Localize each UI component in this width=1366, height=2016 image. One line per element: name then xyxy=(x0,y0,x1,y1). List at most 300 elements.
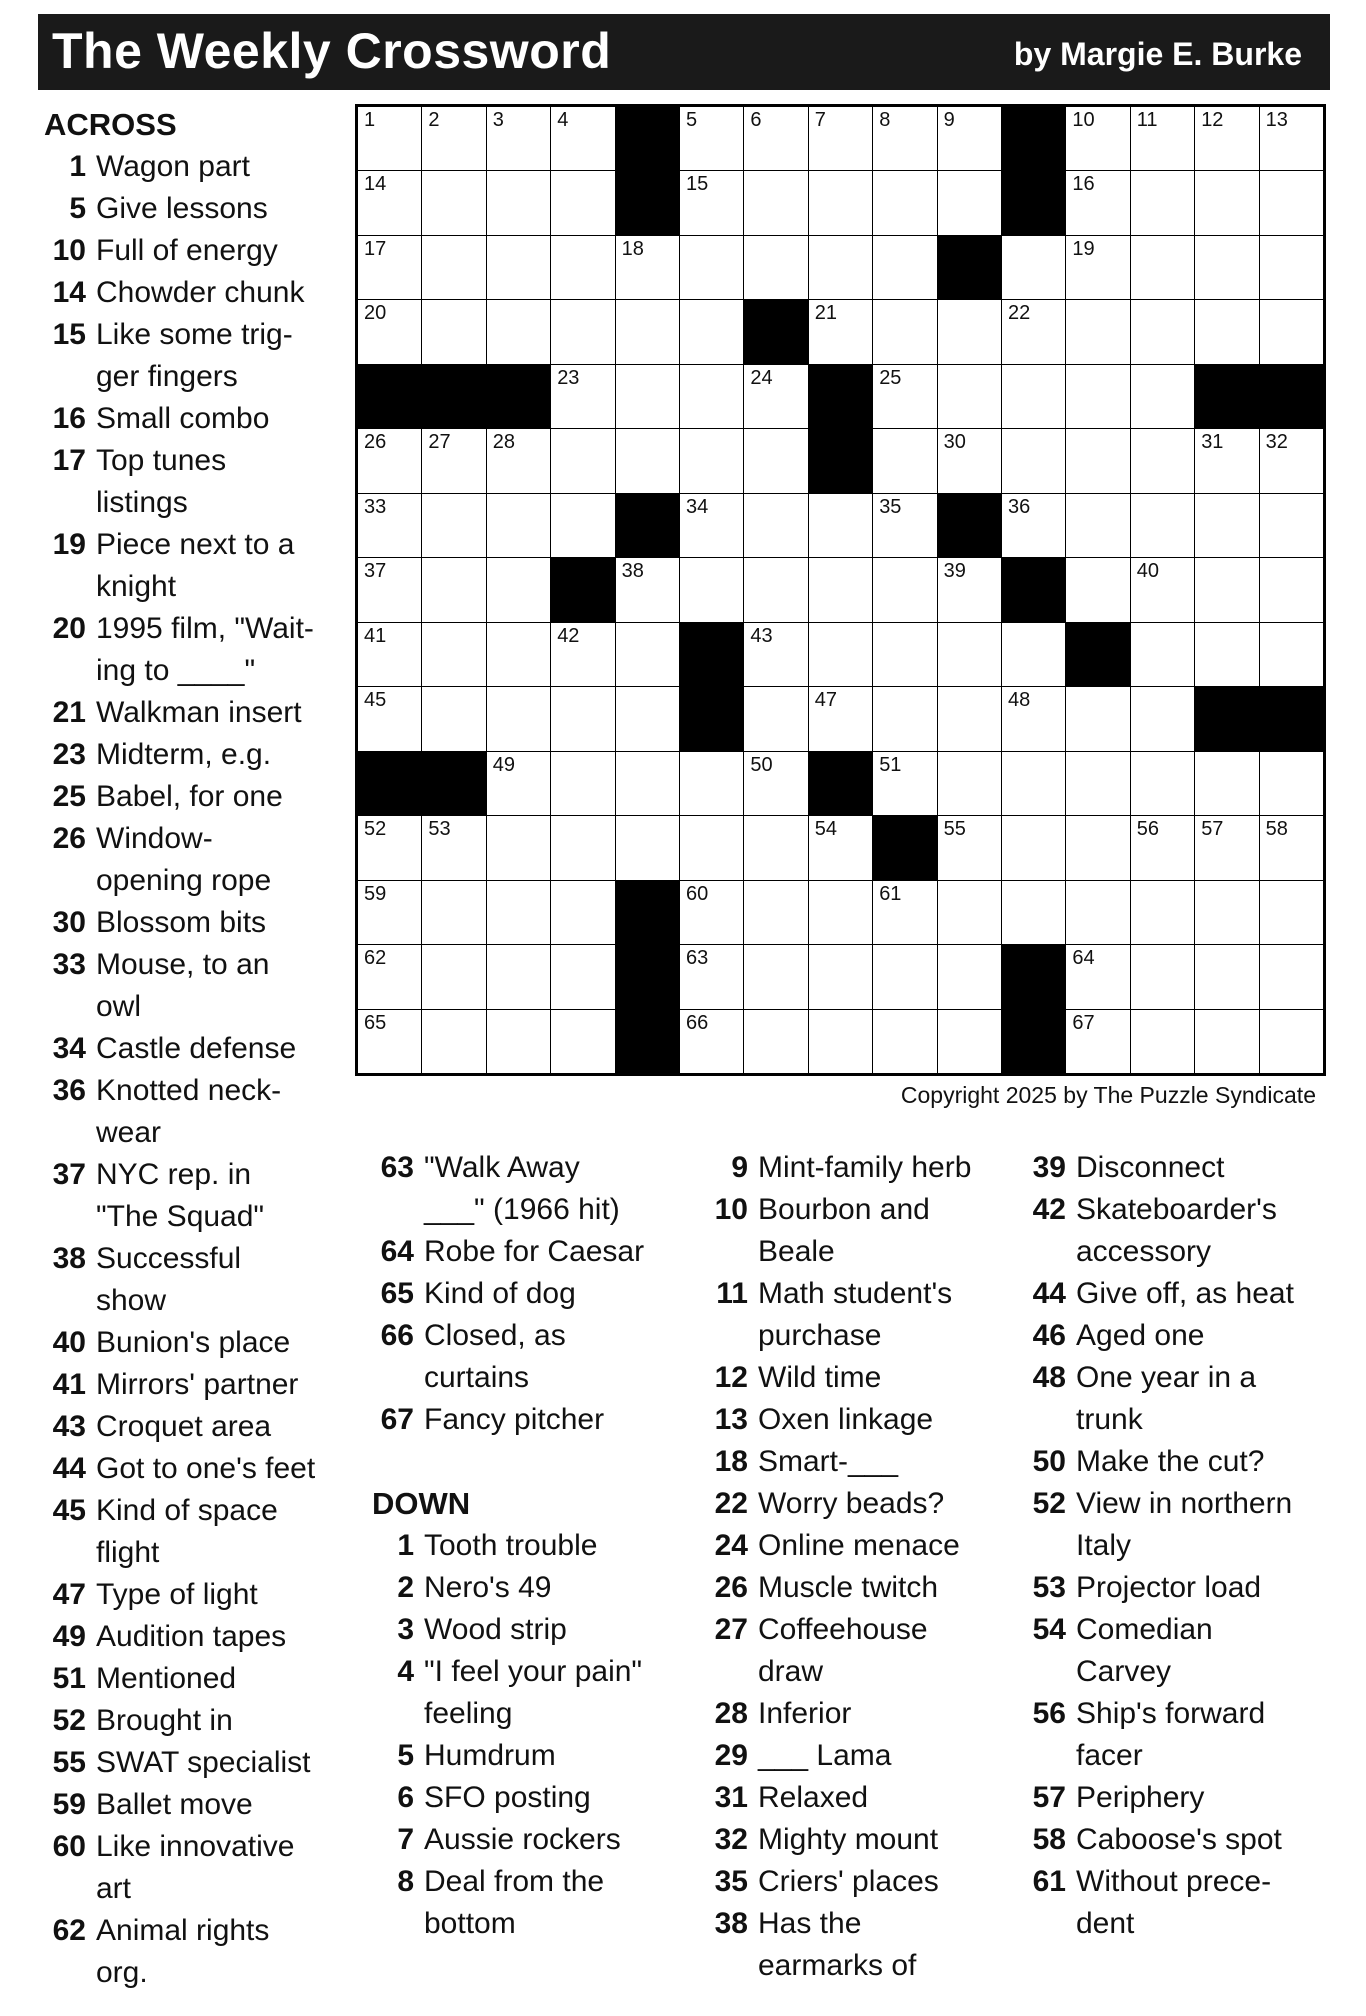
grid-cell[interactable] xyxy=(551,365,614,428)
grid-cell[interactable] xyxy=(1260,945,1323,1008)
grid-cell[interactable] xyxy=(1066,881,1129,944)
grid-cell[interactable] xyxy=(680,171,743,234)
grid-cell[interactable] xyxy=(422,171,485,234)
grid-cell[interactable] xyxy=(1260,107,1323,170)
clue-line[interactable] xyxy=(706,1609,1016,1651)
grid-cell[interactable] xyxy=(1195,107,1258,170)
grid-cell[interactable] xyxy=(358,429,421,492)
grid-cell[interactable] xyxy=(551,429,614,492)
grid-cell[interactable] xyxy=(358,236,421,299)
grid-cell[interactable] xyxy=(1066,558,1129,621)
grid-cell[interactable] xyxy=(616,816,679,879)
clue-line[interactable] xyxy=(706,1525,1016,1567)
clue-number: 1 xyxy=(69,150,86,183)
clue-line[interactable] xyxy=(706,1735,1016,1777)
grid-cell[interactable] xyxy=(680,816,743,879)
clue-line[interactable] xyxy=(372,1147,692,1189)
grid-cell[interactable] xyxy=(744,816,807,879)
grid-cell[interactable] xyxy=(1260,558,1323,621)
clue-line[interactable] xyxy=(706,1693,1016,1735)
clue-line[interactable] xyxy=(1024,1399,1344,1441)
clue-line[interactable] xyxy=(44,944,350,986)
grid-cell[interactable] xyxy=(873,300,936,363)
grid-cell[interactable] xyxy=(1066,300,1129,363)
grid-cell[interactable] xyxy=(487,1010,550,1073)
clue-line[interactable] xyxy=(706,1273,1016,1315)
clue-line[interactable] xyxy=(1024,1567,1344,1609)
grid-cell[interactable] xyxy=(938,881,1001,944)
clue-line[interactable] xyxy=(372,1525,692,1567)
grid-cell[interactable] xyxy=(1195,300,1258,363)
clue-line[interactable] xyxy=(44,1910,350,1952)
grid-cell[interactable] xyxy=(616,300,679,363)
grid-cell[interactable] xyxy=(938,300,1001,363)
clue-line[interactable] xyxy=(44,1322,350,1364)
clue-line[interactable] xyxy=(372,1693,692,1735)
grid-cell[interactable] xyxy=(616,752,679,815)
clue-line[interactable] xyxy=(1024,1609,1344,1651)
grid-cell[interactable] xyxy=(1066,945,1129,1008)
grid-cell[interactable] xyxy=(809,623,872,686)
grid-cell[interactable] xyxy=(873,365,936,428)
grid-cell[interactable] xyxy=(422,558,485,621)
grid-cell[interactable] xyxy=(487,752,550,815)
clue-line[interactable] xyxy=(44,1196,350,1238)
grid-cell[interactable] xyxy=(938,429,1001,492)
clue-line[interactable] xyxy=(1024,1903,1344,1945)
clue-line[interactable] xyxy=(706,1315,1016,1357)
grid-cell[interactable] xyxy=(1002,429,1065,492)
grid-cell[interactable] xyxy=(551,687,614,750)
grid-cell[interactable] xyxy=(873,558,936,621)
grid-cell[interactable] xyxy=(1066,429,1129,492)
grid-cell[interactable] xyxy=(1002,623,1065,686)
grid-cell[interactable] xyxy=(744,558,807,621)
grid-cell[interactable] xyxy=(1131,881,1194,944)
grid-cell[interactable] xyxy=(1131,752,1194,815)
grid-cell[interactable] xyxy=(873,623,936,686)
clue-line[interactable] xyxy=(706,1567,1016,1609)
grid-cell[interactable] xyxy=(422,236,485,299)
clue-line[interactable] xyxy=(1024,1231,1344,1273)
grid-cell[interactable] xyxy=(1131,558,1194,621)
grid-cell[interactable] xyxy=(680,300,743,363)
grid-cell[interactable] xyxy=(1131,236,1194,299)
clue-line[interactable] xyxy=(706,1903,1016,1945)
grid-cell[interactable] xyxy=(809,945,872,1008)
clue-line[interactable] xyxy=(44,524,350,566)
grid-cell[interactable] xyxy=(1260,623,1323,686)
clue-line[interactable] xyxy=(1024,1777,1344,1819)
grid-cell[interactable] xyxy=(809,558,872,621)
clue-number: 10 xyxy=(52,234,86,267)
clue-line[interactable] xyxy=(706,1777,1016,1819)
grid-cell[interactable] xyxy=(358,1010,421,1073)
clue-number: 40 xyxy=(52,1326,86,1359)
grid-cell[interactable] xyxy=(551,300,614,363)
clue-line[interactable] xyxy=(1024,1441,1344,1483)
grid-cell[interactable] xyxy=(422,881,485,944)
clue-line[interactable] xyxy=(1024,1651,1344,1693)
grid-cell[interactable] xyxy=(551,494,614,557)
clue-line[interactable] xyxy=(1024,1735,1344,1777)
grid-cell[interactable] xyxy=(487,171,550,234)
grid-cell[interactable] xyxy=(1066,752,1129,815)
grid-cell[interactable] xyxy=(422,300,485,363)
clue-line[interactable] xyxy=(44,1868,350,1910)
clue-line[interactable] xyxy=(372,1777,692,1819)
clue-line[interactable] xyxy=(44,1238,350,1280)
clue-line[interactable] xyxy=(44,482,350,524)
grid-cell[interactable] xyxy=(873,687,936,750)
grid-cell[interactable] xyxy=(1260,494,1323,557)
grid-cell[interactable] xyxy=(680,752,743,815)
clue-line[interactable] xyxy=(44,272,350,314)
grid-cell[interactable] xyxy=(1002,365,1065,428)
grid-cell[interactable] xyxy=(680,494,743,557)
grid-cell[interactable] xyxy=(358,687,421,750)
grid-cell[interactable] xyxy=(809,881,872,944)
grid-cell[interactable] xyxy=(1066,365,1129,428)
clue-line[interactable] xyxy=(44,1742,350,1784)
grid-cell[interactable] xyxy=(809,816,872,879)
grid-cell[interactable] xyxy=(1002,687,1065,750)
clue-line[interactable] xyxy=(44,566,350,608)
grid-cell[interactable] xyxy=(1195,1010,1258,1073)
grid-cell[interactable] xyxy=(873,881,936,944)
grid-cell[interactable] xyxy=(680,107,743,170)
grid-cell[interactable] xyxy=(938,558,1001,621)
clue-line[interactable] xyxy=(44,608,350,650)
grid-cell[interactable] xyxy=(680,558,743,621)
clue-line[interactable] xyxy=(1024,1483,1344,1525)
grid-cell[interactable] xyxy=(1260,816,1323,879)
grid-cell[interactable] xyxy=(1131,107,1194,170)
clue-line[interactable] xyxy=(44,1112,350,1154)
grid-cell[interactable] xyxy=(1066,494,1129,557)
grid-cell[interactable] xyxy=(551,752,614,815)
grid-cell[interactable] xyxy=(744,752,807,815)
grid-cell[interactable] xyxy=(744,687,807,750)
grid-cell[interactable] xyxy=(487,558,550,621)
clue-line[interactable] xyxy=(44,356,350,398)
grid-cell[interactable] xyxy=(1002,494,1065,557)
grid-cell[interactable] xyxy=(1131,171,1194,234)
grid-cell[interactable] xyxy=(938,171,1001,234)
clue-line[interactable] xyxy=(44,398,350,440)
grid-cell[interactable] xyxy=(873,171,936,234)
grid-cell[interactable] xyxy=(938,365,1001,428)
grid-cell[interactable] xyxy=(1131,945,1194,1008)
clue-line[interactable] xyxy=(372,1567,692,1609)
clue-line[interactable] xyxy=(1024,1189,1344,1231)
grid-cell[interactable] xyxy=(1195,752,1258,815)
clue-line[interactable] xyxy=(44,818,350,860)
grid-cell[interactable] xyxy=(1066,816,1129,879)
grid-cell[interactable] xyxy=(938,1010,1001,1073)
grid-cell[interactable] xyxy=(551,881,614,944)
grid-cell[interactable] xyxy=(1131,365,1194,428)
clue-line[interactable] xyxy=(372,1735,692,1777)
clue-line[interactable] xyxy=(1024,1861,1344,1903)
grid-cell[interactable] xyxy=(358,881,421,944)
grid-cell[interactable] xyxy=(809,1010,872,1073)
grid-cell[interactable] xyxy=(1002,816,1065,879)
grid-cell[interactable] xyxy=(680,945,743,1008)
grid-cell[interactable] xyxy=(358,494,421,557)
clue-line[interactable] xyxy=(1024,1525,1344,1567)
grid-cell[interactable] xyxy=(938,816,1001,879)
grid-cell[interactable] xyxy=(809,494,872,557)
grid-cell[interactable] xyxy=(1131,1010,1194,1073)
grid-cell[interactable] xyxy=(744,429,807,492)
clue-line[interactable] xyxy=(44,1490,350,1532)
clue-line[interactable] xyxy=(44,1448,350,1490)
grid-cell[interactable] xyxy=(680,1010,743,1073)
grid-cell[interactable] xyxy=(1260,429,1323,492)
clue-line[interactable] xyxy=(44,1826,350,1868)
grid-cell[interactable] xyxy=(1066,236,1129,299)
grid-cell[interactable] xyxy=(680,236,743,299)
clue-text: Kind of dog xyxy=(424,1277,576,1310)
clue-line[interactable] xyxy=(44,1532,350,1574)
grid-cell[interactable] xyxy=(487,945,550,1008)
clue-number: 2 xyxy=(397,1571,414,1604)
grid-cell[interactable] xyxy=(1131,623,1194,686)
grid-cell[interactable] xyxy=(358,558,421,621)
grid-cell[interactable] xyxy=(1195,881,1258,944)
clue-line[interactable] xyxy=(372,1903,692,1945)
grid-cell[interactable] xyxy=(358,945,421,1008)
grid-cell[interactable] xyxy=(487,881,550,944)
clue-line[interactable] xyxy=(706,1399,1016,1441)
grid-cell[interactable] xyxy=(551,816,614,879)
grid-cell[interactable] xyxy=(616,365,679,428)
grid-cell[interactable] xyxy=(873,945,936,1008)
grid-cell[interactable] xyxy=(873,236,936,299)
grid-cell[interactable] xyxy=(744,171,807,234)
clue-line[interactable] xyxy=(372,1861,692,1903)
grid-cell[interactable] xyxy=(744,365,807,428)
grid-cell[interactable] xyxy=(551,107,614,170)
clue-line[interactable] xyxy=(706,1357,1016,1399)
clue-line[interactable] xyxy=(44,440,350,482)
grid-cell[interactable] xyxy=(1002,881,1065,944)
grid-cell[interactable] xyxy=(744,1010,807,1073)
clue-line[interactable] xyxy=(706,1483,1016,1525)
grid-cell[interactable] xyxy=(551,1010,614,1073)
clue-line[interactable] xyxy=(44,986,350,1028)
grid-cell[interactable] xyxy=(616,687,679,750)
clue-line[interactable] xyxy=(706,1189,1016,1231)
grid-cell[interactable] xyxy=(873,107,936,170)
grid-cell[interactable] xyxy=(422,1010,485,1073)
grid-cell[interactable] xyxy=(487,494,550,557)
clue-line[interactable] xyxy=(372,1357,692,1399)
grid-cell[interactable] xyxy=(1066,107,1129,170)
clue-line[interactable] xyxy=(706,1441,1016,1483)
clue-line[interactable] xyxy=(44,650,350,692)
grid-cell[interactable] xyxy=(873,429,936,492)
grid-cell[interactable] xyxy=(938,107,1001,170)
grid-cell[interactable] xyxy=(1131,687,1194,750)
clue-line[interactable] xyxy=(44,692,350,734)
grid-cell[interactable] xyxy=(938,687,1001,750)
grid-cell[interactable] xyxy=(1002,752,1065,815)
clue-line[interactable] xyxy=(44,146,350,188)
grid-cell[interactable] xyxy=(1195,816,1258,879)
grid-cell[interactable] xyxy=(551,171,614,234)
clue-line[interactable] xyxy=(44,776,350,818)
grid-cell[interactable] xyxy=(1260,1010,1323,1073)
grid-cell[interactable] xyxy=(487,816,550,879)
clue-line[interactable] xyxy=(44,734,350,776)
clue-line[interactable] xyxy=(706,1861,1016,1903)
clue-line[interactable] xyxy=(44,1784,350,1826)
clue-line[interactable] xyxy=(44,1658,350,1700)
grid-cell[interactable] xyxy=(551,945,614,1008)
grid-cell[interactable] xyxy=(487,107,550,170)
clue-line[interactable] xyxy=(44,1700,350,1742)
grid-cell[interactable] xyxy=(1195,236,1258,299)
grid-cell[interactable] xyxy=(422,107,485,170)
clue-line[interactable] xyxy=(44,314,350,356)
grid-cell[interactable] xyxy=(487,429,550,492)
clue-line[interactable] xyxy=(372,1819,692,1861)
grid-cell[interactable] xyxy=(487,236,550,299)
grid-cell[interactable] xyxy=(873,1010,936,1073)
grid-cell[interactable] xyxy=(1260,236,1323,299)
grid-cell[interactable] xyxy=(487,687,550,750)
grid-cell[interactable] xyxy=(422,623,485,686)
grid-cell[interactable] xyxy=(1195,558,1258,621)
grid-cell[interactable] xyxy=(809,687,872,750)
grid-cell[interactable] xyxy=(873,494,936,557)
grid-cell[interactable] xyxy=(1195,429,1258,492)
grid-cell[interactable] xyxy=(744,945,807,1008)
grid-cell[interactable] xyxy=(1195,171,1258,234)
clue-line[interactable] xyxy=(372,1273,692,1315)
clue-line[interactable] xyxy=(1024,1357,1344,1399)
grid-cell[interactable] xyxy=(873,752,936,815)
clue-line[interactable] xyxy=(706,1147,1016,1189)
grid-cell[interactable] xyxy=(616,236,679,299)
clue-line[interactable] xyxy=(1024,1693,1344,1735)
grid-cell[interactable] xyxy=(809,171,872,234)
clue-line[interactable] xyxy=(706,1819,1016,1861)
grid-cell[interactable] xyxy=(422,429,485,492)
clue-line[interactable] xyxy=(44,1364,350,1406)
clue-line[interactable] xyxy=(44,1574,350,1616)
grid-cell[interactable] xyxy=(938,623,1001,686)
clue-line[interactable] xyxy=(706,1651,1016,1693)
grid-cell[interactable] xyxy=(744,623,807,686)
grid-cell[interactable] xyxy=(744,881,807,944)
grid-cell[interactable] xyxy=(809,236,872,299)
grid-cell[interactable] xyxy=(487,623,550,686)
grid-cell[interactable] xyxy=(1002,236,1065,299)
grid-cell[interactable] xyxy=(1195,623,1258,686)
clue-line[interactable] xyxy=(1024,1819,1344,1861)
clue-line[interactable] xyxy=(44,1406,350,1448)
grid-cell[interactable] xyxy=(422,945,485,1008)
clue-line[interactable] xyxy=(1024,1273,1344,1315)
grid-cell[interactable] xyxy=(422,687,485,750)
clue-line[interactable] xyxy=(372,1231,692,1273)
grid-cell[interactable] xyxy=(358,107,421,170)
grid-cell[interactable] xyxy=(1260,881,1323,944)
grid-cell[interactable] xyxy=(358,816,421,879)
grid-cell[interactable] xyxy=(1195,945,1258,1008)
clue-line[interactable] xyxy=(44,1070,350,1112)
clue-line[interactable] xyxy=(44,1154,350,1196)
clue-line[interactable] xyxy=(1024,1315,1344,1357)
grid-cell[interactable] xyxy=(680,881,743,944)
grid-cell[interactable] xyxy=(809,300,872,363)
clue-text: Animal rights xyxy=(96,1914,270,1947)
grid-cell[interactable] xyxy=(1131,494,1194,557)
clue-line[interactable] xyxy=(372,1399,692,1441)
clue-line[interactable] xyxy=(44,902,350,944)
clue-line[interactable] xyxy=(44,1952,350,1994)
grid-cell[interactable] xyxy=(938,945,1001,1008)
grid-cell[interactable] xyxy=(358,300,421,363)
grid-cell[interactable] xyxy=(616,558,679,621)
clue-line[interactable] xyxy=(706,1231,1016,1273)
clue-line[interactable] xyxy=(372,1609,692,1651)
grid-cell[interactable] xyxy=(1131,816,1194,879)
clue-line[interactable] xyxy=(706,1945,1016,1987)
grid-cell[interactable] xyxy=(809,107,872,170)
grid-cell[interactable] xyxy=(616,623,679,686)
grid-cell[interactable] xyxy=(1002,300,1065,363)
grid-cell[interactable] xyxy=(744,107,807,170)
clue-line[interactable] xyxy=(44,1280,350,1322)
grid-cell[interactable] xyxy=(487,300,550,363)
clue-line[interactable] xyxy=(372,1651,692,1693)
grid-cell[interactable] xyxy=(680,365,743,428)
clue-line[interactable] xyxy=(44,188,350,230)
clue-line[interactable] xyxy=(44,1028,350,1070)
grid-cell[interactable] xyxy=(1066,687,1129,750)
grid-cell[interactable] xyxy=(938,752,1001,815)
grid-cell[interactable] xyxy=(1066,171,1129,234)
grid-cell[interactable] xyxy=(1131,300,1194,363)
grid-cell[interactable] xyxy=(1260,300,1323,363)
clue-line[interactable] xyxy=(44,230,350,272)
grid-cell[interactable] xyxy=(744,494,807,557)
grid-cell[interactable] xyxy=(1066,1010,1129,1073)
clue-line[interactable] xyxy=(44,860,350,902)
clue-line[interactable] xyxy=(372,1315,692,1357)
grid-cell[interactable] xyxy=(1131,429,1194,492)
grid-cell[interactable] xyxy=(422,816,485,879)
grid-cell[interactable] xyxy=(551,236,614,299)
grid-cell[interactable] xyxy=(616,429,679,492)
clue-line[interactable] xyxy=(44,1616,350,1658)
grid-cell[interactable] xyxy=(1260,752,1323,815)
clue-line[interactable] xyxy=(1024,1147,1344,1189)
grid-cell[interactable] xyxy=(1195,494,1258,557)
grid-cell[interactable] xyxy=(744,236,807,299)
grid-cell[interactable] xyxy=(551,623,614,686)
clue-line[interactable] xyxy=(372,1189,692,1231)
grid-cell[interactable] xyxy=(358,623,421,686)
grid-cell[interactable] xyxy=(1260,171,1323,234)
grid-cell[interactable] xyxy=(358,171,421,234)
grid-cell[interactable] xyxy=(680,429,743,492)
grid-cell[interactable] xyxy=(422,494,485,557)
